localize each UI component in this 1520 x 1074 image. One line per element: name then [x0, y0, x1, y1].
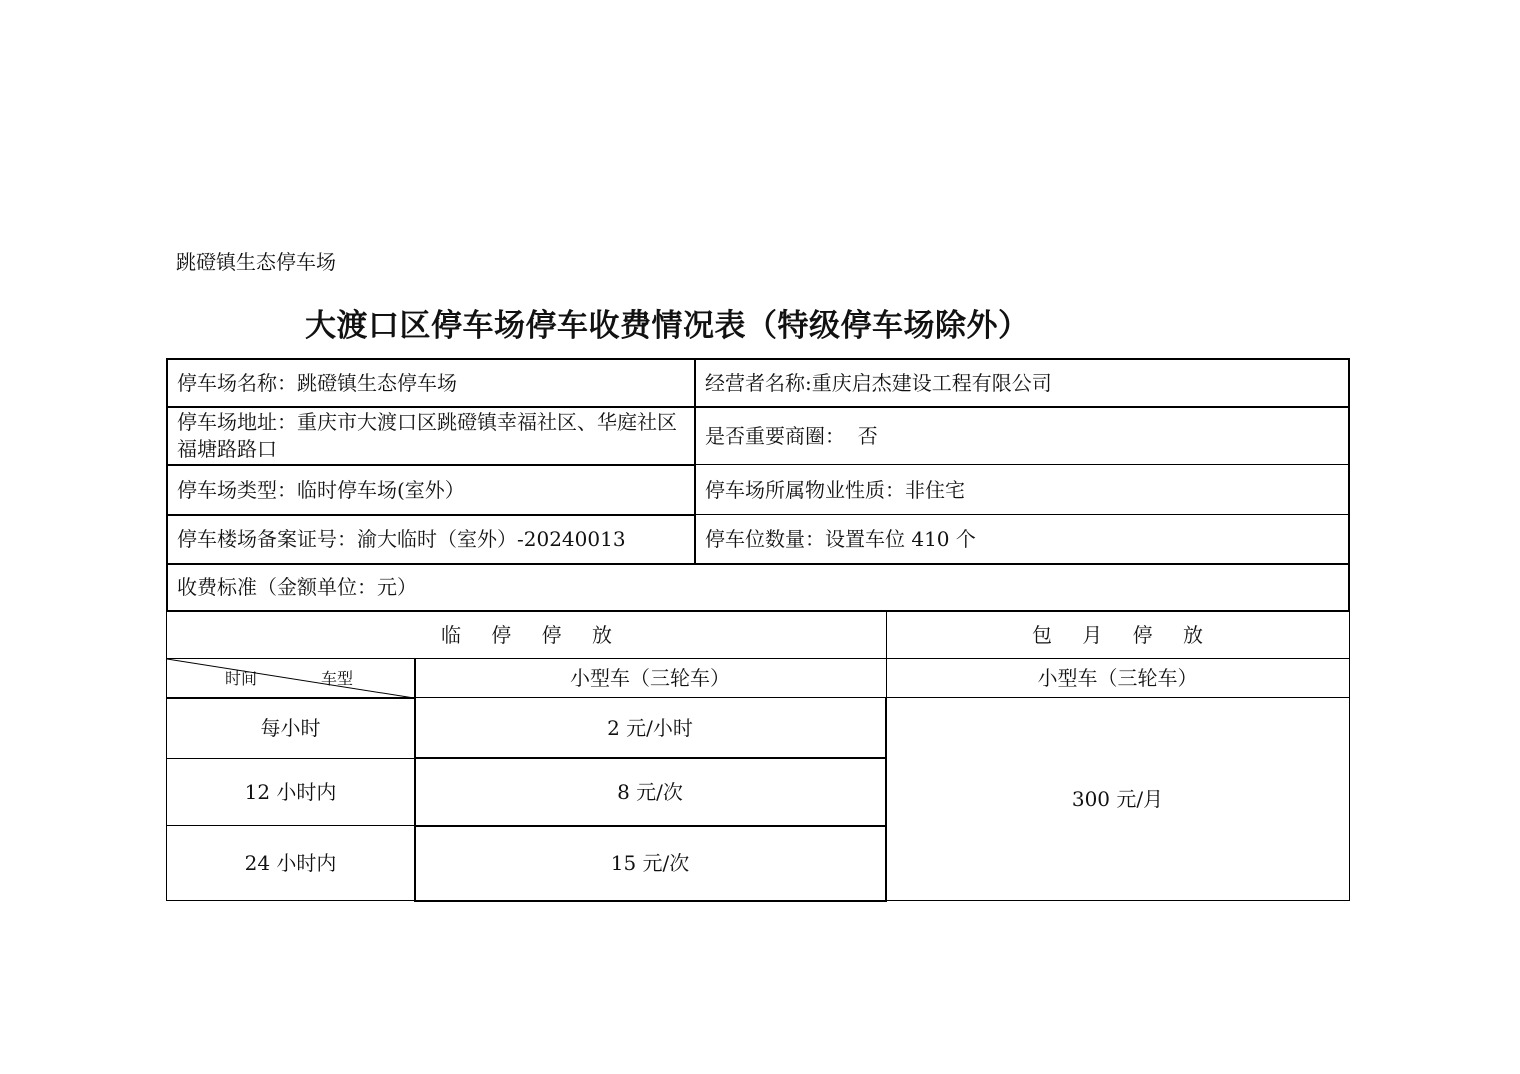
- fee-standard-cell: [167, 564, 1349, 611]
- table-border: [167, 900, 415, 901]
- table-border: [886, 900, 1350, 901]
- fee-standard-label: 收费标准（金额单位：元）: [177, 575, 417, 599]
- table-border: [167, 563, 1350, 565]
- monthly-vehicle-cell: [886, 659, 1349, 698]
- filing-number: 停车楼场备案证号：渝大临时（室外）-20240013: [177, 527, 626, 551]
- table-border: [167, 610, 1350, 612]
- table-border: [414, 757, 887, 759]
- parking-type: 停车场类型：临时停车场(室外）: [177, 477, 465, 502]
- table-row-period: [167, 758, 414, 826]
- key-business-district: 是否重要商圈： 否: [705, 423, 878, 448]
- table-border: [696, 514, 1350, 515]
- table-row-price: [414, 826, 886, 901]
- monthly-vehicle-type: 小型车（三轮车）: [1037, 666, 1198, 690]
- period-label: 24 小时内: [244, 851, 337, 875]
- table-border: [1348, 358, 1350, 612]
- page-title: 大渡口区停车场停车收费情况表（特级停车场除外）: [305, 308, 1030, 344]
- period-label: 12 小时内: [244, 779, 337, 804]
- temporary-header: 临 停 停 放: [440, 622, 625, 647]
- operator-name-cell: [695, 359, 1349, 407]
- table-border: [414, 697, 1350, 698]
- temporary-vehicle-cell: [414, 659, 886, 698]
- parking-address: 停车场地址：重庆市大渡口区跳磴镇幸福社区、华庭社区福塘路路口: [177, 410, 677, 461]
- table-border: [167, 406, 1350, 408]
- table-border: [167, 758, 415, 759]
- table-row-period: [167, 698, 414, 758]
- monthly-price-cell: [886, 698, 1349, 901]
- monthly-price: 300 元/月: [1071, 787, 1164, 811]
- table-border: [414, 825, 887, 827]
- price-value: 8 元/次: [617, 779, 683, 804]
- table-border: [167, 358, 1350, 360]
- monthly-header-cell: [886, 611, 1349, 659]
- diagonal-type-label: 车型: [321, 669, 354, 688]
- filing-number-cell: [167, 515, 695, 564]
- key-district-cell: [695, 407, 1349, 465]
- table-border: [414, 900, 887, 902]
- price-value: 2 元/小时: [607, 715, 693, 740]
- table-row-price: [414, 698, 886, 758]
- period-label: 每小时: [260, 715, 321, 740]
- property-nature: 停车场所属物业性质：非住宅: [705, 477, 965, 502]
- temporary-vehicle-type: 小型车（三轮车）: [570, 666, 730, 690]
- table-border: [167, 464, 696, 466]
- table-border: [694, 358, 696, 564]
- diagonal-divider: [167, 659, 414, 698]
- table-border: [696, 464, 1350, 465]
- temporary-header-cell: [167, 611, 886, 659]
- page-caption: 跳磴镇生态停车场: [176, 250, 336, 274]
- table-border: [166, 358, 168, 612]
- table-border: [167, 825, 415, 826]
- diagonal-header-cell: [167, 659, 414, 698]
- parking-name: 停车场名称：跳磴镇生态停车场: [177, 370, 457, 395]
- price-value: 15 元/次: [610, 851, 690, 875]
- table-border: [167, 697, 415, 699]
- space-count-cell: [695, 515, 1349, 564]
- table-row-period: [167, 826, 414, 901]
- parking-type-cell: [167, 465, 695, 515]
- table-border: [1349, 611, 1350, 901]
- property-nature-cell: [695, 465, 1349, 515]
- operator-name: 经营者名称:重庆启杰建设工程有限公司: [705, 370, 1052, 395]
- table-border: [167, 514, 696, 516]
- table-border: [885, 698, 887, 902]
- table-row-price: [414, 758, 886, 826]
- parking-name-cell: [167, 359, 695, 407]
- monthly-header: 包 月 停 放: [1031, 622, 1216, 647]
- table-border: [167, 658, 1350, 659]
- diagonal-time-label: 时间: [225, 669, 258, 688]
- table-border: [414, 659, 416, 902]
- space-count: 停车位数量：设置车位 410 个: [705, 527, 976, 551]
- address-cell: [167, 407, 695, 465]
- table-border: [166, 611, 167, 901]
